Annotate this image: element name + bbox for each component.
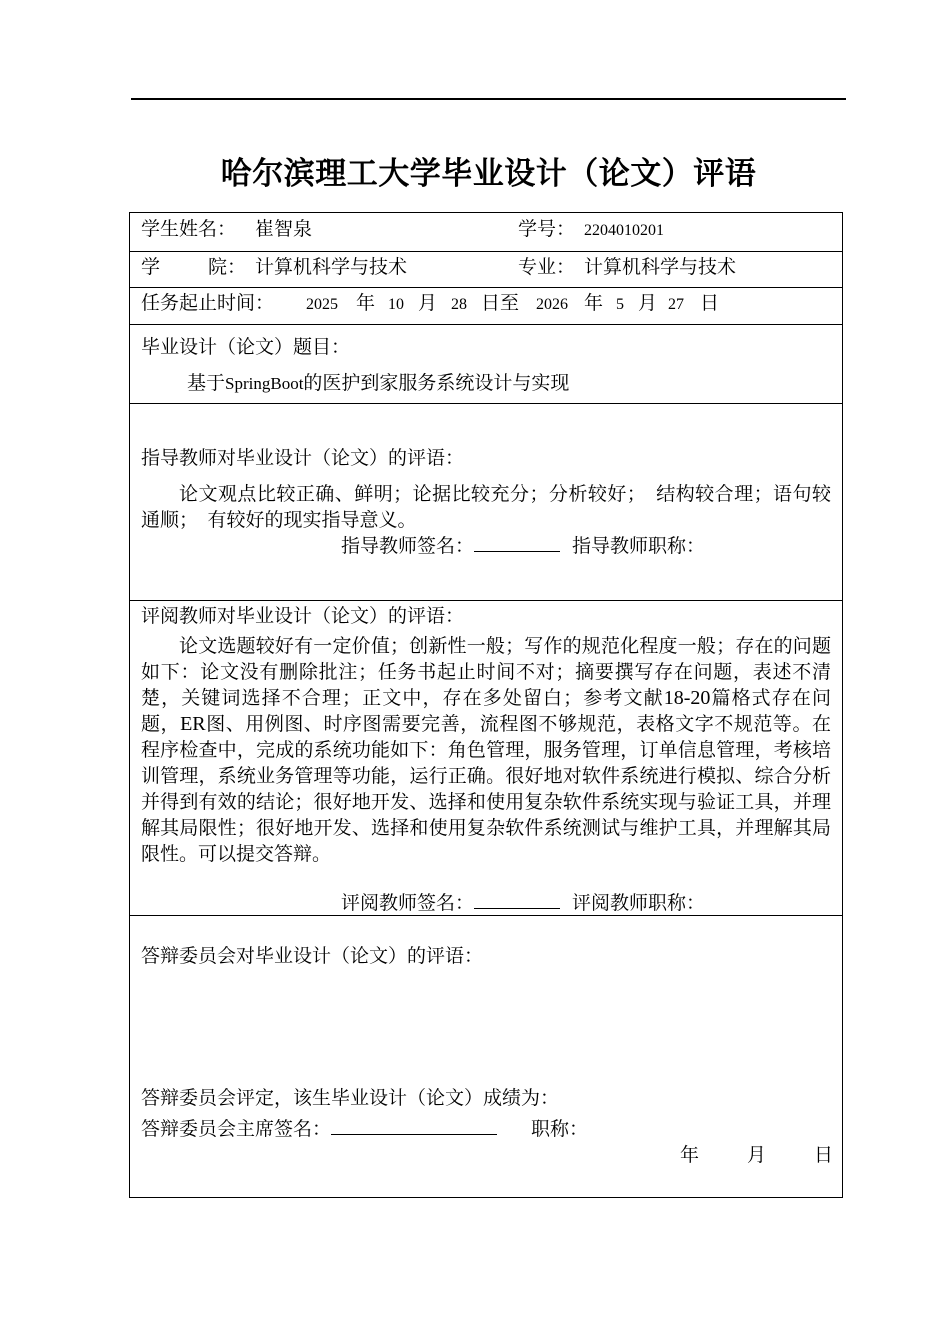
reviewer-comment bbox=[141, 633, 831, 867]
end-day: 27 bbox=[668, 296, 684, 313]
reviewer-comment-1: 论文选题较好有一定价值；创新性一般；写作的规范化程度一般；存在的问题如下：论文没有删除批注；任务书起止时间不对；摘要撰写存在问题，表述不清楚，关键词选择不合理；正文中，存在多处留白；参考文献 bbox=[141, 635, 831, 709]
major-value: 计算机科学与技术 bbox=[584, 256, 737, 278]
end-month-char: 月 bbox=[638, 292, 658, 314]
student-name-value: 崔智泉 bbox=[255, 218, 313, 240]
reviewer-section bbox=[130, 601, 842, 916]
start-month-char: 月 bbox=[418, 292, 438, 314]
end-day-char: 日 bbox=[700, 292, 720, 314]
committee-title-label: 职称： bbox=[531, 1118, 589, 1140]
start-year-char: 年 bbox=[356, 292, 376, 314]
topic-post: 的医护到家服务系统设计与实现 bbox=[303, 372, 570, 394]
evaluation-form bbox=[129, 212, 843, 1198]
reviewer-sign-blank[interactable] bbox=[474, 890, 560, 909]
committee-year: 年 bbox=[680, 1144, 700, 1166]
college-value: 计算机科学与技术 bbox=[255, 256, 408, 278]
advisor-section bbox=[130, 404, 842, 601]
advisor-sign-blank[interactable] bbox=[474, 533, 560, 552]
reviewer-comment-3: 图、用例图、时序图需要完善，流程图不够规范，表格文字不规范等。在程序检查中，完成的系统功能如下：角色管理，服务管理，订单信息管理，考核培训管理，系统业务管理等功能，运行正确。很好地对软件系统进行模拟、综合分析并得到有效的结论；很好地开发、选择和使用复杂软件系统实现与验证工具，并理解其局限性；很好地开发、选择和使用复杂软件系统测试与维护工具，并理解其局限性。可以提交答辩。 bbox=[141, 713, 831, 865]
committee-month: 月 bbox=[747, 1144, 767, 1166]
reviewer-sign-label: 评阅教师签名： bbox=[341, 892, 475, 914]
advisor-title-label: 指导教师职称： bbox=[572, 535, 706, 557]
period-row bbox=[130, 288, 842, 325]
topic-label: 毕业设计（论文）题目： bbox=[141, 336, 351, 358]
student-row bbox=[130, 213, 842, 252]
topic-pre: 基于 bbox=[187, 372, 226, 394]
start-month: 10 bbox=[388, 296, 404, 313]
student-name-label: 学生姓名： bbox=[141, 218, 237, 240]
committee-grade-label: 答辩委员会评定，该生毕业设计（论文）成绩为： bbox=[141, 1087, 560, 1109]
committee-chair-line bbox=[141, 1116, 588, 1139]
committee-chair-sign-label: 答辩委员会主席签名： bbox=[141, 1118, 332, 1140]
topic-row bbox=[130, 325, 842, 404]
header-rule bbox=[131, 98, 846, 100]
start-year: 2025 bbox=[306, 296, 338, 313]
start-day-to: 日至 bbox=[481, 292, 520, 314]
end-month: 5 bbox=[616, 296, 624, 313]
college-row bbox=[130, 252, 842, 288]
committee-chair-sign-blank[interactable] bbox=[331, 1116, 497, 1135]
period-label: 任务起止时间： bbox=[141, 292, 275, 314]
reviewer-heading: 评阅教师对毕业设计（论文）的评语： bbox=[141, 605, 465, 627]
committee-section bbox=[130, 916, 842, 1197]
reviewer-comment-er: ER bbox=[180, 713, 206, 735]
end-year: 2026 bbox=[536, 296, 568, 313]
committee-heading: 答辩委员会对毕业设计（论文）的评语： bbox=[141, 945, 484, 967]
reviewer-signature-line bbox=[341, 890, 705, 913]
college-label-b: 院： bbox=[208, 256, 247, 278]
advisor-signature-line bbox=[341, 533, 705, 556]
document-title: 哈尔滨理工大学毕业设计（论文）评语 bbox=[220, 156, 757, 192]
college-label-a: 学 bbox=[141, 256, 161, 278]
student-id-value: 2204010201 bbox=[584, 222, 664, 239]
start-day: 28 bbox=[451, 296, 467, 313]
end-year-char: 年 bbox=[584, 292, 604, 314]
advisor-heading: 指导教师对毕业设计（论文）的评语： bbox=[141, 447, 465, 469]
topic-latin: SpringBoot bbox=[225, 374, 304, 393]
student-id-label: 学号： bbox=[518, 218, 576, 240]
advisor-comment: 论文观点比较正确、鲜明；论据比较充分；分析较好； 结构较合理；语句较通顺； 有较好的现实指导意义。 bbox=[141, 483, 831, 531]
reviewer-comment-ref: 18-20 bbox=[663, 687, 711, 709]
reviewer-comment-2: 篇格式存在问题， bbox=[141, 687, 831, 735]
topic-title bbox=[187, 374, 569, 393]
committee-day: 日 bbox=[814, 1144, 834, 1166]
major-label: 专业： bbox=[518, 256, 576, 278]
reviewer-title-label: 评阅教师职称： bbox=[572, 892, 706, 914]
advisor-sign-label: 指导教师签名： bbox=[341, 535, 475, 557]
